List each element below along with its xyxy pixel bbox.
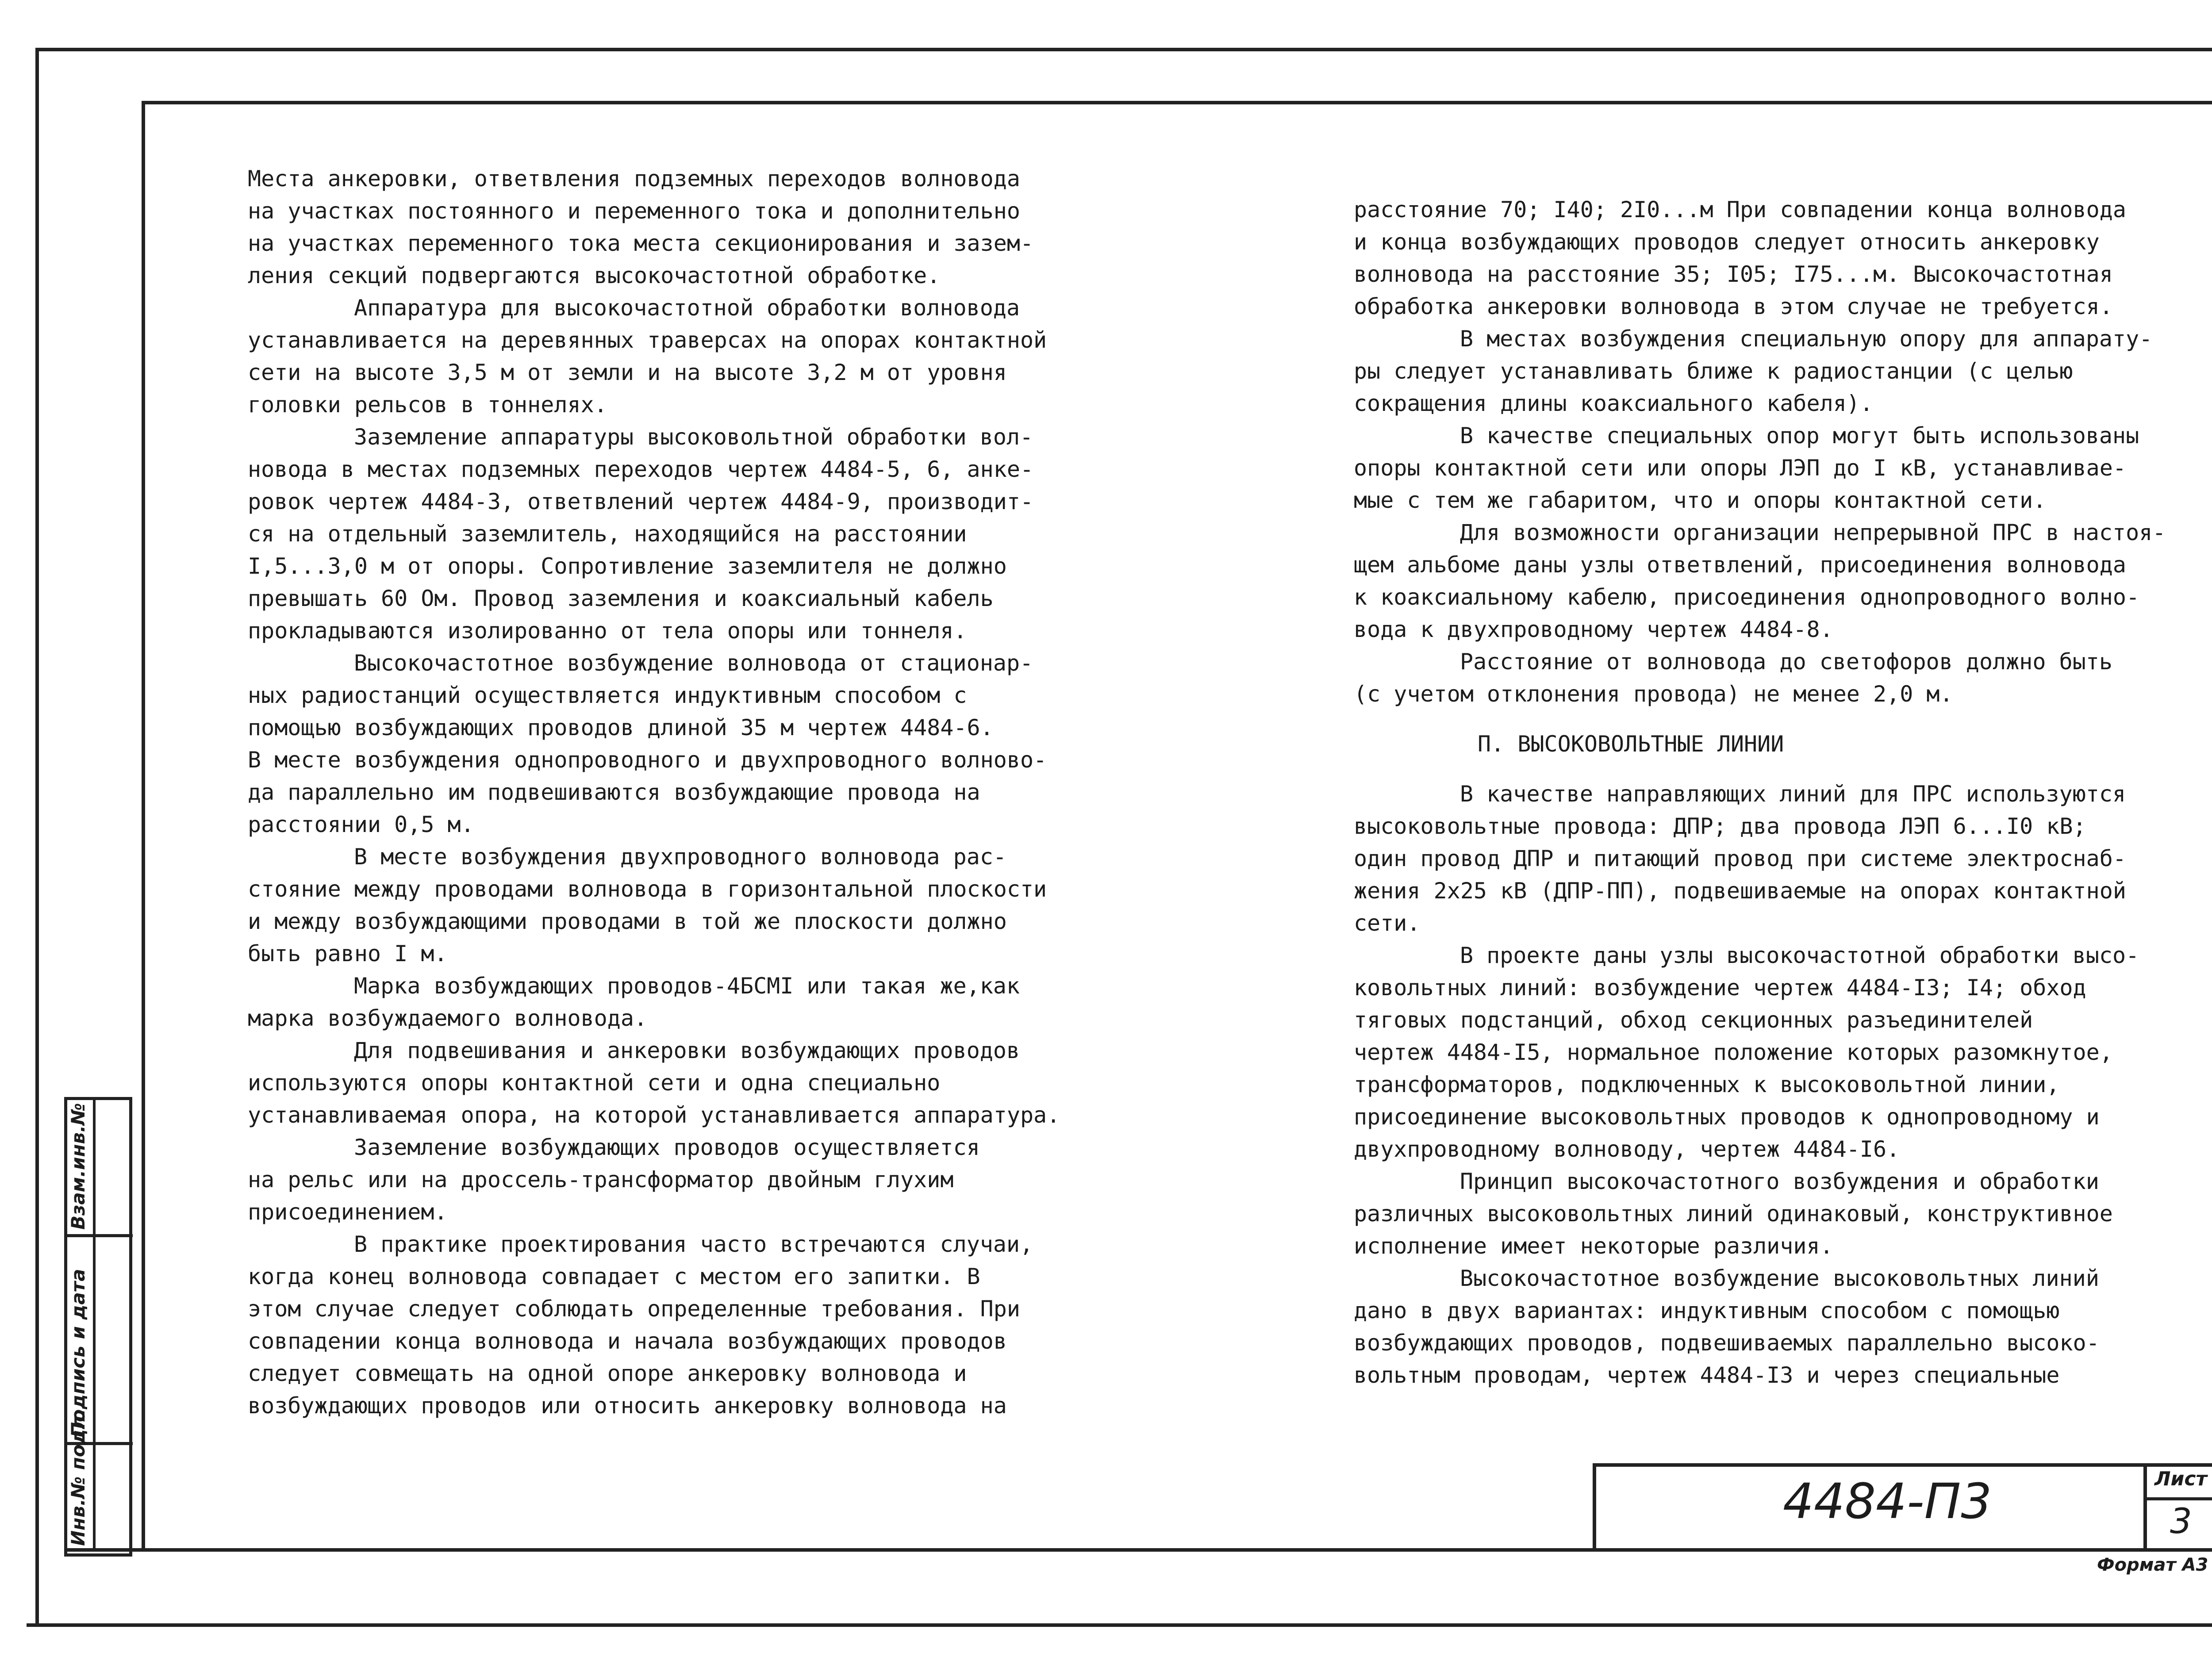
right-paragraph-line: двухпроводному волноводу, чертеж 4484-I6. [1354, 1136, 1900, 1162]
left-paragraph-line: этом случае следует соблюдать определенные требования. При [248, 1296, 1020, 1322]
left-paragraph-line: расстоянии 0,5 м. [248, 812, 474, 837]
left-paragraph-line: стояние между проводами волновода в горизонтальной плоскости [248, 876, 1047, 902]
stamp-top-line [1593, 1463, 2212, 1467]
left-paragraph-line: возбуждающих проводов или относить анкеровку волновода на [248, 1393, 1007, 1419]
right-paragraph-line: к коаксиальному кабелю, присоединения однопроводного волно- [1354, 584, 2140, 610]
side-strip-divider-1 [64, 1234, 133, 1237]
outer-frame-left [35, 48, 39, 1627]
left-text-column [248, 163, 1060, 1422]
left-paragraph-line: совпадении конца волновода и начала возбуждающих проводов [248, 1328, 1007, 1354]
left-paragraph-line: прокладываются изолированно от тела опоры или тоннеля. [248, 618, 967, 644]
right-paragraph-line: различных высоковольтных линий одинаковый, конструктивное [1354, 1201, 2113, 1227]
right-paragraph-line: опоры контактной сети или опоры ЛЭП до I кВ, устанавливае- [1354, 455, 2126, 481]
right-paragraph-line: В качестве направляющих линий для ПРС используются [1460, 781, 2126, 807]
right-paragraph-line: В местах возбуждения специальную опору для аппарату- [1460, 326, 2153, 352]
inner-frame-left [142, 101, 145, 1552]
left-paragraph-line: Высокочастотное возбуждение волновода от стационар- [354, 650, 1033, 676]
stamp-sheet-label: Лист [2154, 1468, 2207, 1490]
left-paragraph-line: на участках постоянного и переменного тока и дополнительно [248, 198, 1020, 224]
right-paragraph-line: Для возможности организации непрерывной ПРС в настоя- [1460, 520, 2166, 545]
right-paragraph-line: Расстояние от волновода до светофоров должно быть [1460, 649, 2113, 675]
outer-frame-top [35, 48, 2212, 51]
right-paragraph-line: один провод ДПР и питающий провод при системе электроснаб- [1354, 846, 2126, 871]
left-paragraph-line: В практике проектирования часто встречаются случаи, [354, 1231, 1033, 1257]
stamp-format: Формат А3 [2097, 1555, 2208, 1575]
inner-frame-bottom [64, 1548, 2212, 1552]
left-paragraph-line: ных радиостанций осуществляется индуктивным способом с [248, 683, 967, 708]
left-paragraph-line: марка возбуждаемого волновода. [248, 1005, 648, 1031]
left-paragraph-line: В месте возбуждения двухпроводного волновода рас- [354, 844, 1007, 870]
outer-frame-bottom [27, 1623, 2212, 1627]
side-label-podpis-data: Подпись и дата [67, 1269, 89, 1438]
left-paragraph-line: сети на высоте 3,5 м от земли и на высоте 3,2 м от уровня [248, 360, 1007, 385]
stamp-document-code: 4484-П3 [1783, 1473, 1992, 1530]
right-paragraph-line: вольтным проводам, чертеж 4484-I3 и через специальные [1354, 1362, 2060, 1388]
left-paragraph-line: Марка возбуждающих проводов-4БСМI или такая же,как [354, 973, 1020, 999]
right-paragraph-line: Высокочастотное возбуждение высоковольтных линий [1460, 1266, 2099, 1291]
left-paragraph-line: на участках переменного тока места секционирования и зазем- [248, 230, 1034, 256]
left-paragraph-line: помощью возбуждающих проводов длиной 35 м чертеж 4484-6. [248, 715, 994, 740]
left-paragraph-line: I,5...3,0 м от опоры. Сопротивление заземлителя не должно [248, 553, 1007, 579]
right-paragraph-line: присоединение высоковольтных проводов к однопроводному и [1354, 1104, 2100, 1130]
right-paragraph-line: дано в двух вариантах: индуктивным способом с помощью [1354, 1298, 2060, 1323]
left-paragraph-line: головки рельсов в тоннелях. [248, 392, 607, 418]
left-paragraph-line: Заземление возбуждающих проводов осуществляется [354, 1135, 980, 1160]
right-paragraph-line: щем альбоме даны узлы ответвлений, присоединения волновода [1354, 552, 2126, 578]
left-paragraph-line: Заземление аппаратуры высоковольтной обработки вол- [354, 424, 1033, 450]
left-paragraph-line: ся на отдельный заземлитель, находящийся на расстоянии [248, 521, 967, 547]
inner-frame-top [142, 101, 2212, 104]
stamp-sheet-divider [2143, 1497, 2212, 1500]
left-paragraph-line: устанавливается на деревянных траверсах на опорах контактной [248, 327, 1047, 353]
right-paragraph-line: мые с тем же габаритом, что и опоры контактной сети. [1354, 487, 2047, 513]
right-paragraph-line: обработка анкеровки волновода в этом случае не требуется. [1354, 294, 2113, 319]
left-paragraph-line: на рельс или на дроссель-трансформатор двойным глухим [248, 1167, 954, 1193]
left-paragraph-line: используются опоры контактной сети и одна специально [248, 1070, 941, 1096]
right-paragraph-line: В проекте даны узлы высокочастотной обработки высо- [1460, 943, 2139, 968]
left-paragraph-line: новода в местах подземных переходов чертеж 4484-5, 6, анке- [248, 456, 1034, 482]
side-label-inv-podl: Инв.№ подл. [67, 1408, 89, 1546]
left-paragraph-line: присоединением. [248, 1199, 448, 1225]
stamp-sheet-value: 3 [2170, 1502, 2192, 1542]
right-paragraph-line: ковольтных линий: возбуждение чертеж 4484-I3; I4; обход [1354, 975, 2086, 1001]
right-text-column [1354, 194, 2166, 1392]
left-paragraph-line: устанавливаемая опора, на которой устанавливается аппаратура. [248, 1102, 1060, 1128]
right-paragraph-line: (с учетом отклонения провода) не менее 2,0 м. [1354, 681, 1953, 707]
right-paragraph-line: высоковольтные провода: ДПР; два провода ЛЭП 6...I0 кВ; [1354, 813, 2086, 839]
stamp-left-line [1593, 1463, 1596, 1552]
right-paragraph-line: жения 2х25 кВ (ДПР-ПП), подвешиваемые на опорах контактной [1354, 878, 2126, 904]
left-paragraph-line: ровок чертеж 4484-3, ответвлений чертеж 4484-9, производит- [248, 489, 1034, 514]
side-strip-col-divider [93, 1097, 96, 1550]
left-paragraph-line: и между возбуждающими проводами в той же плоскости должно [248, 909, 1007, 934]
right-paragraph-line: Принцип высокочастотного возбуждения и обработки [1460, 1169, 2099, 1194]
left-paragraph-line: Места анкеровки, ответвления подземных переходов волновода [248, 166, 1020, 192]
side-label-vzam-inv: Взам.инв.№ [67, 1103, 89, 1230]
right-paragraph-line: и конца возбуждающих проводов следует относить анкеровку [1354, 229, 2100, 255]
left-paragraph-line: быть равно I м. [248, 941, 448, 966]
right-paragraph-line: волновода на расстояние 35; I05; I75...м. Высокочастотная [1354, 261, 2113, 287]
right-paragraph-line: расстояние 70; I40; 2I0...м При совпадении конца волновода [1354, 197, 2126, 222]
right-paragraph-line: тяговых подстанций, обход секционных разъединителей [1354, 1007, 2033, 1033]
left-paragraph-line: ления секций подвергаются высокочастотной обработке. [248, 263, 941, 288]
left-paragraph-line: В месте возбуждения однопроводного и двухпроводного волново- [248, 747, 1047, 773]
right-paragraph-line: трансформаторов, подключенных к высоковольтной линии, [1354, 1072, 2060, 1097]
section-heading: П. ВЫСОКОВОЛЬТНЫЕ ЛИНИИ [1478, 731, 1784, 757]
right-paragraph-line: ры следует устанавливать ближе к радиостанции (с целью [1354, 358, 2073, 384]
right-paragraph-line: В качестве специальных опор могут быть использованы [1460, 423, 2139, 449]
right-paragraph-line: возбуждающих проводов, подвешиваемых параллельно высоко- [1354, 1330, 2100, 1356]
right-paragraph-line: вода к двухпроводному чертеж 4484-8. [1354, 617, 1833, 642]
right-paragraph-line: чертеж 4484-I5, нормальное положение которых разомкнутое, [1354, 1039, 2113, 1065]
left-paragraph-line: следует совмещать на одной опоре анкеровку волновода и [248, 1361, 967, 1386]
left-paragraph-line: когда конец волновода совпадает с местом его запитки. В [248, 1264, 980, 1289]
left-paragraph-line: да параллельно им подвешиваются возбуждающие провода на [248, 779, 980, 805]
stamp-right-divider [2143, 1463, 2147, 1552]
right-paragraph-line: исполнение имеет некоторые различия. [1354, 1233, 1833, 1259]
left-paragraph-line: Аппаратура для высокочастотной обработки волновода [354, 295, 1020, 321]
left-paragraph-line: превышать 60 Ом. Провод заземления и коаксиальный кабель [248, 586, 994, 611]
right-paragraph-line: сети. [1354, 910, 1421, 936]
right-paragraph-line: сокращения длины коаксиального кабеля). [1354, 391, 1873, 416]
left-paragraph-line: Для подвешивания и анкеровки возбуждающих проводов [354, 1038, 1020, 1063]
